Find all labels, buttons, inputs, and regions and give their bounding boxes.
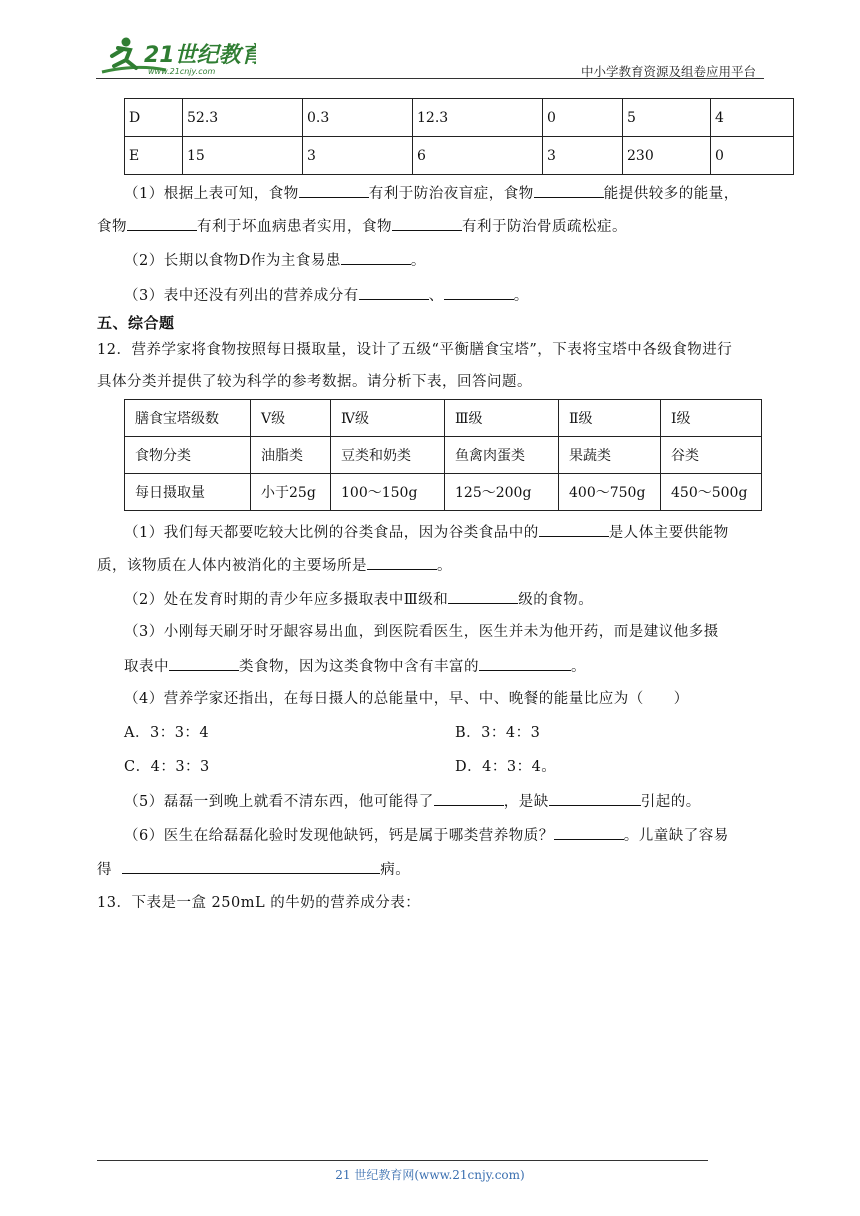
footer-text[interactable]: 21 世纪教育网(www.21cnjy.com) [335, 1168, 525, 1182]
answer-blank[interactable] [434, 790, 504, 806]
table-cell: 3 [303, 137, 413, 175]
option-d[interactable]: D．4：3：4。 [455, 759, 557, 775]
section-heading: 五、综合题 [97, 314, 175, 332]
answer-blank[interactable] [392, 215, 462, 231]
answer-blank[interactable] [341, 249, 411, 265]
answer-blank[interactable] [534, 182, 604, 198]
table-row [125, 137, 794, 175]
q12-part6-line1: （6）医生在给磊磊化验时发现他缺钙，钙是属于哪类营养物质？ 。儿童缺了容易 [124, 824, 729, 846]
table-cell: D [125, 99, 183, 137]
table-cell: 0 [543, 99, 623, 137]
answer-blank[interactable] [479, 655, 571, 671]
table-cell: 450～500g [661, 474, 762, 511]
answer-blank[interactable] [367, 554, 437, 570]
table-cell: 125～200g [445, 474, 559, 511]
q11-part3: （3）表中还没有列出的营养成分有 、 。 [124, 284, 529, 306]
table-cell: 3 [543, 137, 623, 175]
q11-part1-line1: （1）根据上表可知，食物 有利于防治夜盲症，食物 能提供较多的能量， [124, 182, 739, 204]
table-cell: 果蔬类 [559, 437, 661, 474]
table-cell: 豆类和奶类 [331, 437, 445, 474]
table-cell: 油脂类 [251, 437, 331, 474]
q12-part2: （2）处在发育时期的青少年应多摄取表中Ⅲ级和 级的食物。 [124, 588, 593, 610]
table-cell: 鱼禽肉蛋类 [445, 437, 559, 474]
q12-part1-line2: 质，该物质在人体内被消化的主要场所是 。 [97, 554, 452, 576]
table-cell: Ⅱ级 [559, 400, 661, 437]
answer-blank[interactable] [299, 182, 369, 198]
table-cell: Ⅲ级 [445, 400, 559, 437]
table-cell: Ⅳ级 [331, 400, 445, 437]
table-cell: 230 [623, 137, 711, 175]
table-cell: 52.3 [183, 99, 303, 137]
q12-intro-line1: 12．营养学家将食物按照每日摄取量，设计了五级“平衡膳食宝塔”，下表将宝塔中各级食物进行 [97, 342, 733, 358]
table-cell: 食物分类 [125, 437, 251, 474]
q12-part3-line2: 取表中 类食物，因为这类食物中含有丰富的 。 [124, 655, 586, 677]
option-b[interactable]: B．3：4：3 [455, 725, 541, 741]
option-a[interactable]: A．3：3：4 [124, 725, 210, 741]
q12-part5: （5）磊磊一到晚上就看不清东西，他可能得了 ，是缺 引起的。 [124, 790, 701, 812]
table-cell: 100～150g [331, 474, 445, 511]
answer-blank[interactable] [448, 588, 518, 604]
table-cell: 小于25g [251, 474, 331, 511]
answer-blank[interactable] [122, 858, 380, 874]
table-cell: 每日摄取量 [125, 474, 251, 511]
answer-blank[interactable] [359, 284, 429, 300]
table-cell: E [125, 137, 183, 175]
q12-intro-line2: 具体分类并提供了较为科学的参考数据。请分析下表，回答问题。 [97, 374, 532, 390]
footer-divider [97, 1160, 708, 1161]
table-cell: 膳食宝塔级数 [125, 400, 251, 437]
header-divider [96, 78, 764, 79]
answer-blank[interactable] [554, 824, 624, 840]
q12-part1-line1: （1）我们每天都要吃较大比例的谷类食品，因为谷类食品中的 是人体主要供能物 [124, 521, 729, 543]
svg-text:www.21cnjy.com: www.21cnjy.com [148, 67, 216, 76]
table-cell: 15 [183, 137, 303, 175]
table-cell: Ⅰ级 [661, 400, 762, 437]
q11-part2: （2）长期以食物D作为主食易患 。 [124, 249, 426, 271]
table-cell: 4 [711, 99, 794, 137]
platform-name: 中小学教育资源及组卷应用平台 [580, 64, 756, 79]
svg-text:21世纪教育: 21世纪教育 [144, 43, 256, 68]
nutrition-table-continued [124, 98, 794, 175]
table-cell: 0 [711, 137, 794, 175]
answer-blank[interactable] [539, 521, 609, 537]
q12-part3-line1: （3）小刚每天刷牙时牙龈容易出血，到医院看医生，医生并未为他开药，而是建议他多摄 [124, 624, 719, 640]
logo [96, 34, 256, 78]
q12-part6-line2: 得 病。 [97, 858, 410, 880]
table-cell: 0.3 [303, 99, 413, 137]
table-row [125, 400, 762, 437]
option-c[interactable]: C．4：3：3 [124, 759, 210, 775]
answer-blank[interactable] [549, 790, 641, 806]
table-cell: 5 [623, 99, 711, 137]
diet-pyramid-table [124, 399, 762, 511]
table-cell: 12.3 [413, 99, 543, 137]
q11-part1-line2: 食物 有利于坏血病患者实用，食物 有利于防治骨质疏松症。 [97, 215, 627, 237]
table-row [125, 437, 762, 474]
q12-part4: （4）营养学家还指出，在每日摄人的总能量中，早、中、晚餐的能量比应为（ ） [124, 691, 689, 707]
table-row [125, 474, 762, 511]
table-row [125, 99, 794, 137]
table-cell: 谷类 [661, 437, 762, 474]
table-cell: 6 [413, 137, 543, 175]
q13-intro: 13．下表是一盒 250mL 的牛奶的营养成分表： [97, 895, 421, 911]
table-cell: Ⅴ级 [251, 400, 331, 437]
answer-blank[interactable] [127, 215, 197, 231]
table-cell: 400～750g [559, 474, 661, 511]
answer-blank[interactable] [169, 655, 239, 671]
answer-blank[interactable] [444, 284, 514, 300]
